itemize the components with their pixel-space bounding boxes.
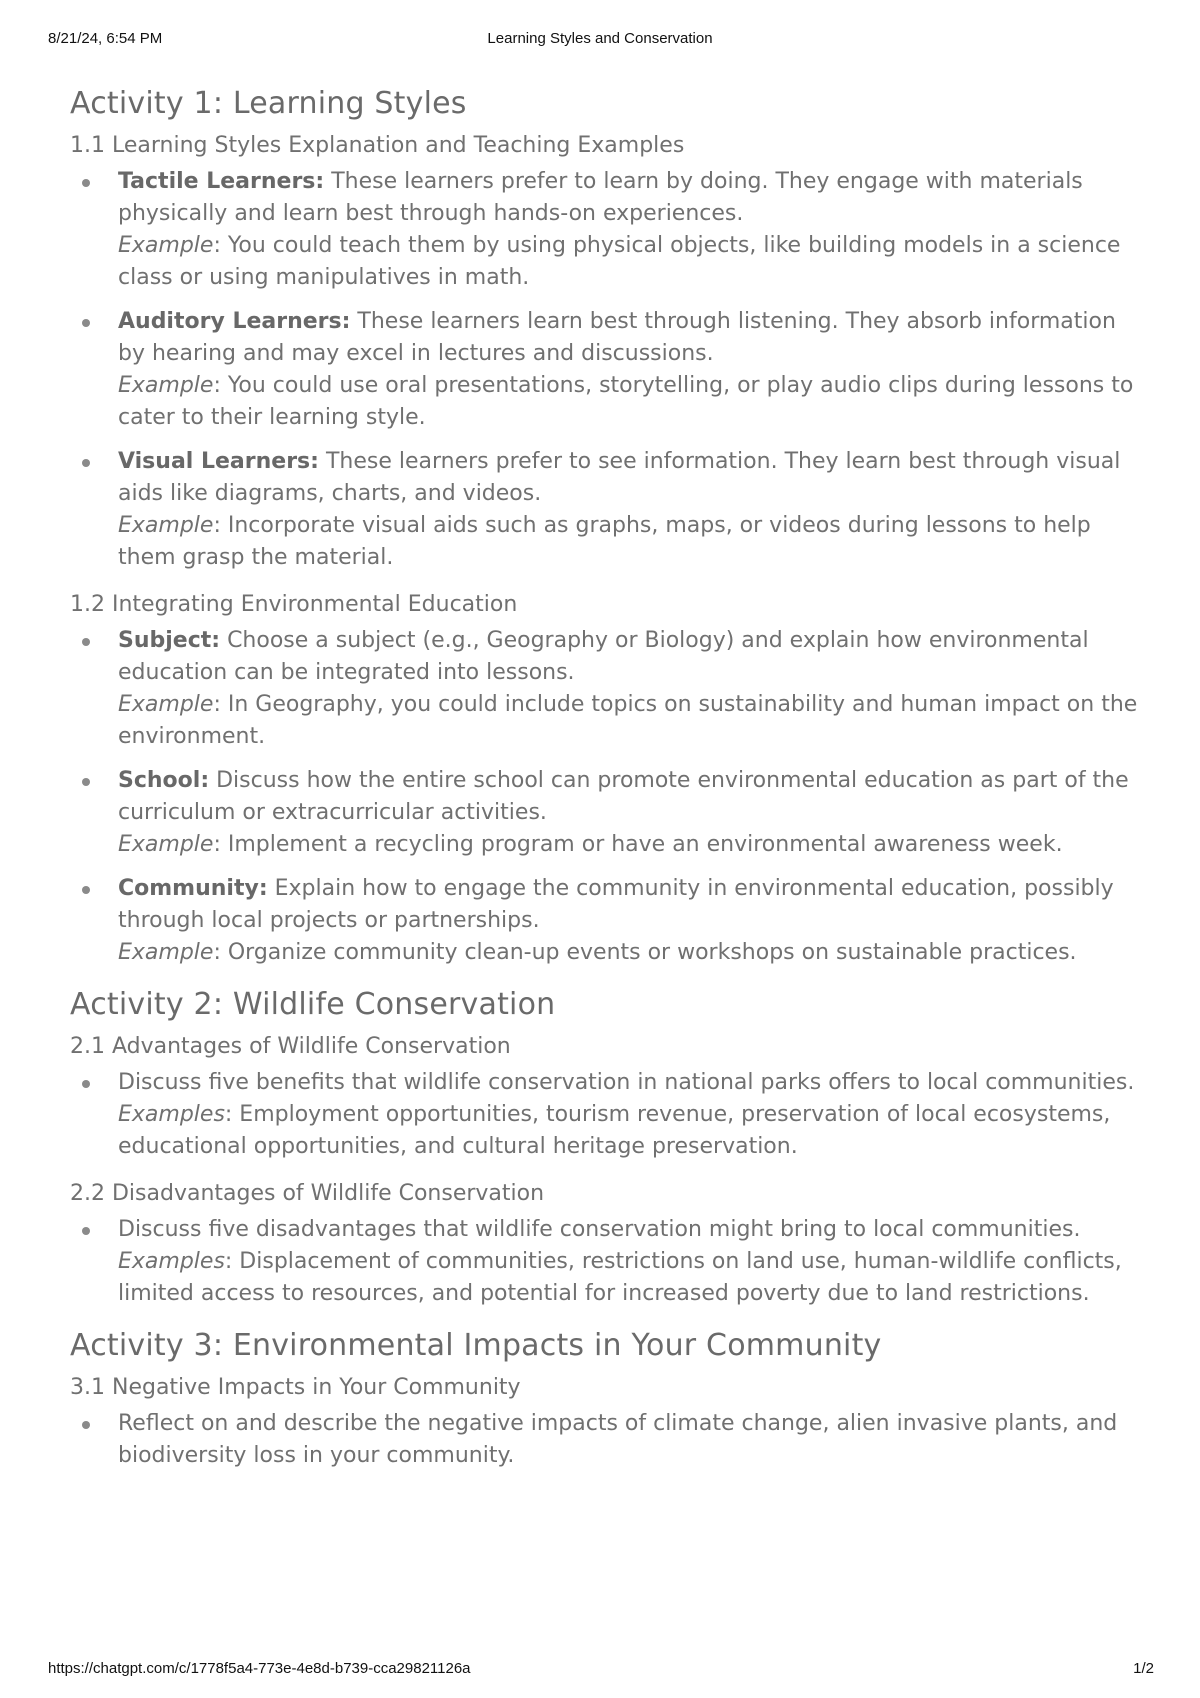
section-title: 1.1 Learning Styles Explanation and Teaching Examples [70,133,685,158]
item-lead: Auditory Learners: [118,309,351,334]
item-text: Explain how to engage the community in environmental education, possibly through local projects or partnerships. [118,876,1114,933]
item-example [118,370,1140,434]
bullet-icon [82,886,90,894]
item-example [118,1246,1140,1310]
item-lead: Community: [118,876,268,901]
bullet-icon [82,1227,90,1235]
item-example [118,937,1140,969]
bullet-icon [82,1080,90,1088]
bullet-list [70,1067,1140,1163]
example-label: Example [118,373,214,398]
item-example [118,1099,1140,1163]
section-title: 3.1 Negative Impacts in Your Community [70,1375,521,1400]
example-label: Examples [118,1249,225,1274]
bullet-icon [82,638,90,646]
bullet-list [70,1408,1140,1472]
item-lead: Subject: [118,628,221,653]
example-label: Example [118,832,214,857]
print-datetime: 8/21/24, 6:54 PM [48,30,163,47]
item-lead: Tactile Learners: [118,169,325,194]
bullet-icon [82,319,90,327]
section-title: 1.2 Integrating Environmental Education [70,592,518,617]
item-text: Reflect on and describe the negative impacts of climate change, alien invasive plants, and biodiversity loss in your community. [118,1411,1118,1468]
item-text: Discuss five benefits that wildlife conservation in national parks offers to local communities. [118,1070,1135,1095]
example-text: : You could teach them by using physical objects, like building models in a science class or using manipulatives in math. [118,233,1121,290]
activity-1 [70,86,1140,969]
example-text: : Displacement of communities, restrictions on land use, human-wildlife conflicts, limited access to resources, and potential for increased poverty due to land restrictions. [118,1249,1122,1306]
example-text: : Implement a recycling program or have an environmental awareness week. [213,832,1063,857]
example-label: Example [118,940,214,965]
example-text: : You could use oral presentations, storytelling, or play audio clips during lessons to cater to their learning style. [118,373,1134,430]
bullet-list [70,1214,1140,1310]
activity-title: Activity 1: Learning Styles [70,86,467,121]
activity-2 [70,987,1140,1310]
list-item [70,446,1140,574]
bullet-icon [82,179,90,187]
example-label: Example [118,233,214,258]
print-url: https://chatgpt.com/c/1778f5a4-773e-4e8d-b739-cca29821126a [48,1660,471,1677]
item-example [118,230,1140,294]
bullet-icon [82,1421,90,1429]
section-title: 2.2 Disadvantages of Wildlife Conservation [70,1181,545,1206]
print-page-title: Learning Styles and Conservation [487,30,713,47]
example-label: Example [118,513,214,538]
bullet-icon [82,778,90,786]
print-header [0,30,1200,50]
section-2-2 [70,1181,1140,1310]
item-example [118,510,1140,574]
list-item [70,306,1140,434]
item-text: These learners learn best through listening. They absorb information by hearing and may excel in lectures and discussions. [118,309,1116,366]
example-text: : Employment opportunities, tourism revenue, preservation of local ecosystems, educational opportunities, and cultural heritage preservation. [118,1102,1111,1159]
example-text: : In Geography, you could include topics on sustainability and human impact on the environment. [118,692,1138,749]
example-label: Example [118,692,214,717]
list-item [70,166,1140,294]
example-text: : Incorporate visual aids such as graphs, maps, or videos during lessons to help them grasp the material. [118,513,1091,570]
activity-3 [70,1328,1140,1472]
list-item [70,625,1140,753]
section-1-1 [70,133,1140,574]
section-title: 2.1 Advantages of Wildlife Conservation [70,1034,511,1059]
section-2-1 [70,1034,1140,1163]
section-1-2 [70,592,1140,969]
list-item [70,1214,1140,1310]
bullet-icon [82,459,90,467]
item-text: These learners prefer to learn by doing. They engage with materials physically and learn best through hands-on experiences. [118,169,1083,226]
activity-title: Activity 2: Wildlife Conservation [70,987,556,1022]
page-number: 1/2 [1133,1660,1154,1677]
print-footer [0,1660,1200,1680]
list-item [70,1067,1140,1163]
example-text: : Organize community clean-up events or workshops on sustainable practices. [213,940,1077,965]
item-lead: Visual Learners: [118,449,319,474]
bullet-list [70,166,1140,574]
list-item [70,873,1140,969]
list-item [70,1408,1140,1472]
example-label: Examples [118,1102,225,1127]
bullet-list [70,625,1140,969]
activity-title: Activity 3: Environmental Impacts in Your Community [70,1328,882,1363]
item-lead: School: [118,768,210,793]
item-text: Discuss how the entire school can promote environmental education as part of the curriculum or extracurricular activities. [118,768,1129,825]
item-example [118,689,1140,753]
document-body [70,86,1140,1490]
list-item [70,765,1140,861]
section-3-1 [70,1375,1140,1472]
item-example [118,829,1140,861]
item-text: Discuss five disadvantages that wildlife conservation might bring to local communities. [118,1217,1081,1242]
item-text: Choose a subject (e.g., Geography or Biology) and explain how environmental education can be integrated into lessons. [118,628,1089,685]
item-text: These learners prefer to see information. They learn best through visual aids like diagrams, charts, and videos. [118,449,1121,506]
